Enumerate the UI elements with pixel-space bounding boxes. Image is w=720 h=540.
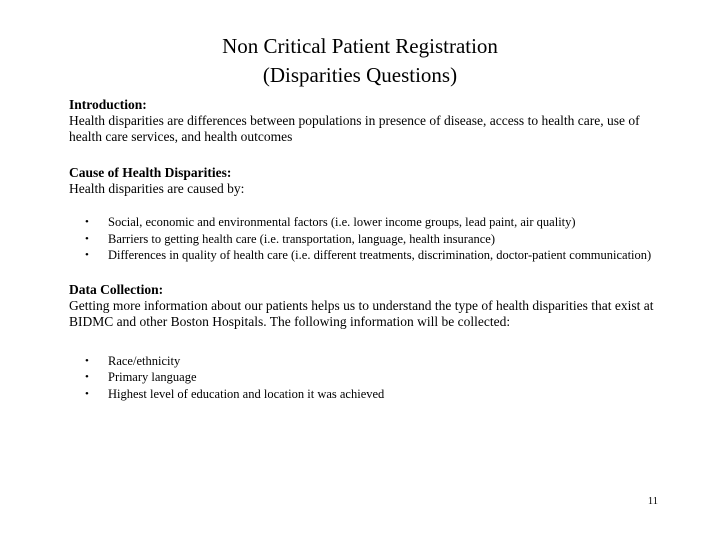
data-collection-section xyxy=(69,282,659,403)
introduction-section xyxy=(69,97,659,145)
bullet-icon: • xyxy=(85,371,89,383)
bullet-text: Differences in quality of health care (i.e. different treatments, discrimination, doctor-patient communication) xyxy=(108,248,652,262)
bullet-text: Social, economic and environmental factors (i.e. lower income groups, lead paint, air quality) xyxy=(108,215,576,229)
slide-title-line-1: Non Critical Patient Registration xyxy=(222,34,498,58)
list-item xyxy=(69,353,659,370)
bullet-text: Highest level of education and location it was achieved xyxy=(108,386,385,401)
list-item xyxy=(69,214,659,231)
list-item xyxy=(69,247,659,264)
slide-title xyxy=(0,32,720,90)
introduction-body: Health disparities are differences between populations in presence of disease, access to health care, use of health care services, and health outcomes xyxy=(69,113,640,144)
bullet-icon: • xyxy=(85,216,89,228)
cause-section xyxy=(69,165,659,264)
data-collection-body: Getting more information about our patients helps us to understand the type of health disparities that exist at BIDMC and other Boston Hospitals. The following information will be collected: xyxy=(69,297,654,329)
slide-title-line-2: (Disparities Questions) xyxy=(262,63,458,87)
bullet-icon: • xyxy=(85,387,89,400)
bullet-icon: • xyxy=(85,232,89,245)
bullet-text: Race/ethnicity xyxy=(108,353,181,368)
cause-body: Health disparities are caused by: xyxy=(69,181,245,196)
cause-heading: Cause of Health Disparities: xyxy=(69,165,232,180)
slide-content xyxy=(69,97,659,402)
bullet-icon: • xyxy=(85,354,89,367)
bullet-text: Barriers to getting health care (i.e. transportation, language, health insurance) xyxy=(108,231,495,246)
list-item xyxy=(69,369,659,386)
data-collection-heading: Data Collection: xyxy=(69,281,164,297)
cause-bullet-list xyxy=(69,214,659,264)
list-item xyxy=(69,386,659,403)
bullet-text: Primary language xyxy=(108,370,197,384)
introduction-heading: Introduction: xyxy=(69,97,147,112)
page-number: 11 xyxy=(647,496,658,507)
bullet-icon: • xyxy=(85,249,89,261)
data-collection-bullet-list xyxy=(69,353,659,403)
list-item xyxy=(69,231,659,248)
